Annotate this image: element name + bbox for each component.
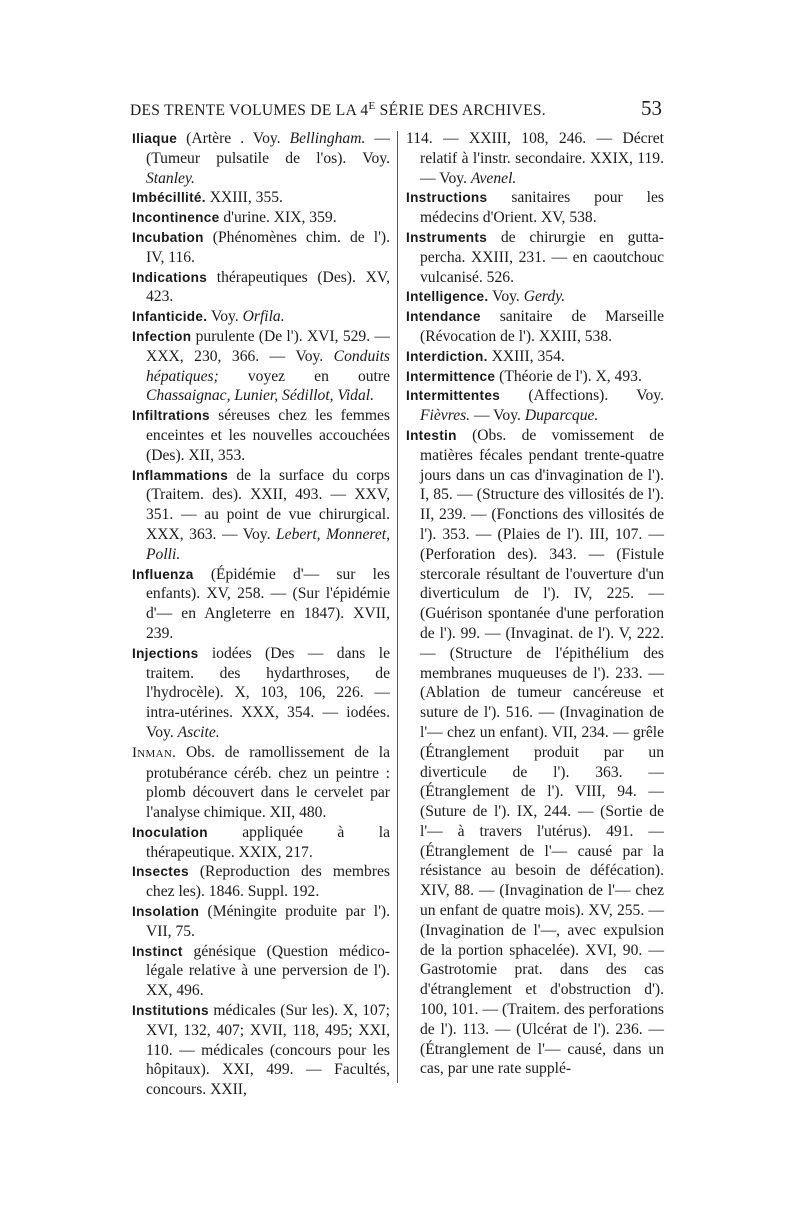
entry-text: voyez en outre — [218, 367, 390, 385]
index-entry — [406, 347, 664, 367]
index-entry — [132, 228, 390, 268]
index-entry — [132, 327, 390, 406]
entry-text: (Phénomènes chim. de l'). IV, 116. — [146, 228, 390, 266]
entry-headword: Iliaque — [132, 131, 178, 146]
entry-headword: Interdiction. — [406, 348, 488, 364]
entry-text: iodées (Des — dans le traitem. des hydarthroses, de l'hydrocèle). X, 103, 106, 226. — intra-utérines. XXX, 354. — iodées. Voy. — [146, 644, 390, 741]
entry-text: appliquée à la thérapeutique. XXIX, 217. — [146, 823, 390, 861]
column-divider — [397, 131, 398, 1083]
entry-headword: Instruments — [406, 229, 488, 245]
running-header — [130, 96, 662, 121]
entry-headword: Infection — [132, 328, 192, 344]
index-entry — [132, 188, 390, 208]
entry-text: thérapeutiques (Des). XV, 423. — [146, 268, 390, 306]
entry-headword: Inoculation — [132, 824, 208, 840]
entry-headword: Intermittentes — [406, 388, 501, 404]
entry-text: XXIII, 355. — [205, 189, 283, 207]
entry-text: séreuses chez les femmes enceintes et les nouvelles accouchées (Des). XII, 353. — [146, 407, 390, 464]
entry-text: Voy. — [207, 308, 243, 326]
index-entry — [132, 565, 390, 644]
entry-text: (Obs. de vomissement de matières fécales pendant trente-quatre jours dans un cas d'invagination de l'). I, 85. — (Structure des villosités de l'). II, 239. — (Fonctions des villosités de l'). 353. — (Plaies de l'). III, 107. — (Perforation des). 343. — (Fistule stercorale résultant de l'ouverture d'un diverticulum de l'). IV, 225. — (Guérison spontanée d'une perforation de l'). 99. — (Invaginat. de l'). V, 222. — (Structure de l'épithélium des membranes muqueuses de l'). 233. — (Ablation de tumeur cancéreuse et suture de l'). 516. — (Invagination de l'— chez un enfant). VII, 234. — grêle (Étranglement produit par un diverticule de l'). 363. — (Étranglement de l'). VIII, 94. — (Suture de l'). IX, 244. — (Sortie de l'— à travers l'utérus). 491. — (Étranglement de l'— causé par la résistance au besoin de défécation). XIV, 88. — (Invagination de l'— chez un enfant de quatre mois). XV, 255. — (Invagination de l'—, avec expulsion de la portion sphacelée). XVI, 90. — Gastrotomie prat. dans des cas d'étranglement et d'obstruction d'). 100, 101. — (Traitem. des perforations de l'). 113. — (Ulcérat de l'). 236. — (Étranglement de l'— causé, dans un cas, par une rate supplé- — [420, 426, 664, 1078]
entry-headword: Incubation — [132, 229, 204, 245]
index-entry — [406, 426, 664, 1079]
entry-reference: Gerdy. — [523, 288, 566, 306]
entry-text: — Voy. — [470, 407, 525, 425]
entry-text: 114. — XXIII, 108, 246. — Décret relatif à l'instr. secondaire. XXIX, 119. — Voy. — [406, 130, 664, 187]
entry-headword: Intestin — [406, 427, 457, 443]
entry-reference: Duparcque. — [524, 407, 599, 425]
index-entry — [132, 862, 390, 902]
index-entry — [132, 644, 390, 743]
entry-text: purulente (De l'). XVI, 529. — XXX, 230, 366. — Voy. — [146, 327, 390, 365]
entry-headword: Institutions — [132, 1003, 209, 1019]
right-column — [406, 129, 664, 1079]
index-entry — [406, 367, 664, 387]
index-entry — [132, 406, 390, 465]
entry-text: (Méningite produite par l'). VII, 75. — [146, 903, 390, 940]
index-entry — [406, 386, 664, 426]
entry-reference: Fièvres. — [420, 407, 471, 425]
entry-text: sanitaires pour les médecins d'Orient. XV, 538. — [420, 189, 664, 227]
index-entry — [132, 902, 390, 942]
index-entry — [406, 287, 664, 307]
left-column — [132, 129, 390, 1100]
entry-reference: Ascite. — [177, 723, 220, 741]
entry-headword: Insectes — [132, 864, 189, 880]
index-entry — [132, 1001, 390, 1100]
entry-text: (Reproduction des membres chez les). 1846. Suppl. 192. — [146, 863, 390, 901]
entry-headword: Instinct — [132, 943, 183, 959]
entry-reference: Conduits hépatiques; — [146, 347, 390, 385]
entry-reference: Orfila. — [242, 308, 285, 326]
entry-text: Voy. — [488, 288, 524, 306]
entry-headword: Imbécillité. — [132, 190, 206, 206]
entry-headword: Insolation — [132, 904, 200, 920]
entry-headword: Infanticide. — [132, 309, 208, 325]
index-entry — [132, 466, 390, 565]
entry-headword: Intermittence — [406, 368, 496, 384]
entry-headword: Instructions — [406, 190, 488, 206]
entry-headword: Intelligence. — [406, 289, 489, 305]
entry-text: Obs. de ramollissement de la protubérance céréb. chez un peintre : plomb découvert dans le cervelet par l'analyse chimique. XII, 480. — [146, 743, 390, 822]
entry-text: médicales (Sur les). X, 107; XVI, 132, 407; XVII, 118, 495; XXI, 110. — médicales (concours pour les hôpitaux). XXI, 499. — Facultés, concours. XXII, — [146, 1002, 390, 1099]
index-entry — [132, 823, 390, 863]
index-entry — [406, 228, 664, 287]
entry-reference: Bellingham. — [289, 130, 366, 147]
entry-text: (Théorie de l'). X, 493. — [495, 367, 642, 385]
entry-reference: Avenel. — [470, 169, 517, 187]
entry-text: — (Tumeur pulsatile de l'os). Voy. — [146, 130, 390, 167]
entry-reference: Chassaignac, Lunier, Sédillot, Vidal. — [146, 387, 374, 405]
entry-text: (Artère . Voy. — [177, 130, 290, 147]
index-entry — [132, 942, 390, 1001]
entry-headword: Influenza — [132, 566, 194, 582]
entry-headword: Inflammations — [132, 467, 229, 483]
entry-headword: Inman. — [132, 744, 177, 761]
index-entry — [406, 129, 664, 188]
index-entry — [406, 188, 664, 228]
entry-text: sanitaire de Marseille (Révocation de l'). XXIII, 538. — [420, 308, 664, 345]
entry-text: d'urine. XIX, 359. — [219, 209, 337, 227]
index-entry — [132, 129, 390, 188]
entry-headword: Incontinence — [132, 210, 220, 226]
entry-headword: Intendance — [406, 309, 481, 325]
entry-headword: Injections — [132, 645, 199, 661]
entry-headword: Indications — [132, 269, 208, 285]
entry-text: XXIII, 354. — [487, 347, 565, 365]
entry-text: de la surface du corps (Traitem. des). XXII, 493. — XXV, 351. — au point de vue chirurgical. XXX, 363. — Voy. — [146, 466, 390, 543]
entry-text: de chirurgie en gutta-percha. XXIII, 231. — en caoutchouc vulcanisé. 526. — [420, 228, 664, 286]
index-entry — [132, 268, 390, 308]
index-entry — [132, 307, 390, 327]
entry-reference: Stanley. — [146, 169, 195, 187]
entry-reference: Lebert, Monneret, Polli. — [146, 525, 391, 563]
index-entry — [406, 307, 664, 347]
entry-text: génésique (Question médico-légale relative à une perversion de l'). XX, 496. — [146, 942, 390, 1000]
entry-text: (Affections). Voy. — [500, 387, 664, 405]
entry-headword: Infiltrations — [132, 408, 210, 424]
entry-text: (Épidémie d'— sur les enfants). XV, 258. — (Sur l'épidémie d'— en Angleterre en 1847). XVII, 239. — [146, 565, 390, 642]
running-title: DES TRENTE VOLUMES DE LA $4^E$ SÉRIE DES ARCHIVES. — [130, 99, 546, 119]
page-number: 53 — [641, 96, 662, 120]
index-entry — [132, 743, 390, 823]
index-entry — [132, 208, 390, 228]
